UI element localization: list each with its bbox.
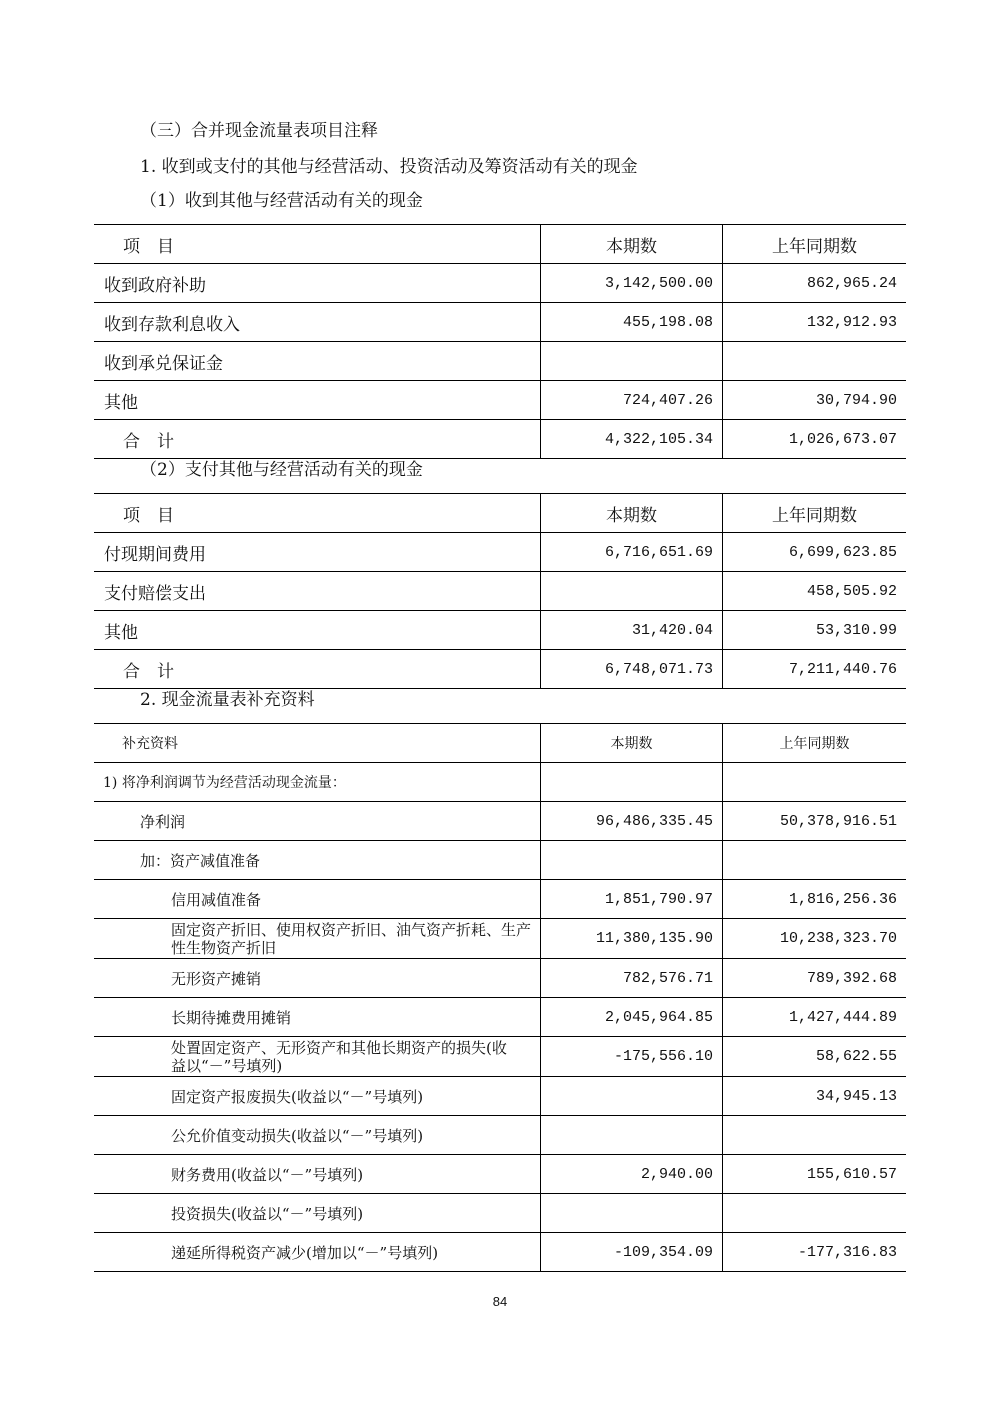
table-row — [94, 1116, 906, 1155]
row-label: 公允价值变动损失(收益以“－”号填列) — [171, 1126, 424, 1145]
table-row — [94, 919, 906, 959]
total-label-cell — [94, 420, 541, 458]
prior-cell — [723, 1194, 906, 1232]
row-label: 信用减值准备 — [171, 890, 262, 909]
table-row — [94, 802, 906, 841]
prior-cell — [723, 919, 906, 958]
header-prior-label: 上年同期数 — [772, 236, 857, 257]
prior-period-value: 6,699,623.85 — [788, 543, 897, 561]
row-label-cell — [94, 1077, 541, 1115]
current-cell — [541, 1233, 723, 1271]
current-period-value: 782,576.71 — [622, 969, 713, 987]
prior-cell — [723, 381, 906, 419]
current-cell — [541, 802, 723, 840]
header-current-label: 本期数 — [606, 236, 657, 257]
row-label: 收到政府补助 — [104, 275, 206, 296]
prior-cell — [723, 1233, 906, 1271]
header-item-label: 项 目 — [123, 505, 174, 526]
total-current-value: 6,748,071.73 — [604, 660, 713, 678]
current-cell — [541, 342, 723, 380]
prior-cell — [723, 264, 906, 302]
prior-period-value: 1,427,444.89 — [788, 1008, 897, 1026]
prior-cell — [723, 998, 906, 1036]
header-current-label: 本期数 — [606, 505, 657, 526]
current-period-value: 11,380,135.90 — [595, 930, 713, 947]
current-cell — [541, 611, 723, 649]
row-label: 投资损失(收益以“－”号填列) — [171, 1204, 364, 1223]
prior-cell — [723, 1116, 906, 1154]
prior-cell — [723, 880, 906, 918]
total-prior-cell — [723, 650, 906, 688]
prior-period-value: 789,392.68 — [806, 969, 897, 987]
prior-period-value: 50,378,916.51 — [779, 812, 897, 830]
table-row — [94, 381, 906, 420]
table-row — [94, 342, 906, 381]
current-cell — [541, 841, 723, 879]
current-period-value: -109,354.09 — [613, 1243, 713, 1261]
table-row — [94, 880, 906, 919]
row-label: 无形资产摊销 — [171, 969, 262, 988]
prior-period-value: 58,622.55 — [815, 1048, 897, 1065]
row-label-cell — [94, 1116, 541, 1154]
current-cell — [541, 763, 723, 801]
prior-period-value: 34,945.13 — [815, 1087, 897, 1105]
total-prior-cell — [723, 420, 906, 458]
current-period-value: 1,851,790.97 — [604, 890, 713, 908]
current-cell — [541, 1194, 723, 1232]
page-number: 84 — [492, 1294, 508, 1309]
header-prior-label: 上年同期数 — [772, 505, 857, 526]
current-cell — [541, 1077, 723, 1115]
total-prior-value: 7,211,440.76 — [788, 660, 897, 678]
table-row — [94, 303, 906, 342]
header-current — [541, 724, 723, 762]
item1-heading: 1. 收到或支付的其他与经营活动、投资活动及筹资活动有关的现金 — [140, 157, 638, 177]
table-row — [94, 998, 906, 1037]
current-cell — [541, 381, 723, 419]
current-period-value: 31,420.04 — [631, 621, 713, 639]
row-label: 递延所得税资产减少(增加以“－”号填列) — [171, 1243, 439, 1262]
row-label-cell — [94, 919, 541, 958]
row-label: 长期待摊费用摊销 — [171, 1008, 292, 1027]
table-row — [94, 1233, 906, 1272]
row-label-cell — [94, 303, 541, 341]
row-label-cell — [94, 1194, 541, 1232]
prior-cell — [723, 572, 906, 610]
row-label: 收到存款利息收入 — [104, 314, 240, 335]
row-label-cell — [94, 1233, 541, 1271]
header-item — [94, 494, 541, 532]
prior-period-value: -177,316.83 — [797, 1243, 897, 1261]
current-cell — [541, 919, 723, 958]
total-label-cell — [94, 650, 541, 688]
current-cell — [541, 1155, 723, 1193]
table2-caption: （2）支付其他与经营活动有关的现金 — [140, 460, 423, 480]
row-label: 净利润 — [140, 812, 186, 831]
current-period-value: 3,142,500.00 — [604, 274, 713, 292]
table-row — [94, 1194, 906, 1233]
header-item-label: 补充资料 — [122, 736, 178, 752]
prior-cell — [723, 342, 906, 380]
row-label-cell — [94, 998, 541, 1036]
table-row — [94, 1037, 906, 1077]
current-cell — [541, 533, 723, 571]
current-period-value: 2,940.00 — [640, 1165, 713, 1183]
prior-period-value: 1,816,256.36 — [788, 890, 897, 908]
prior-cell — [723, 1077, 906, 1115]
table-cash-flow-supplement — [94, 723, 906, 1272]
header-prior-label: 上年同期数 — [779, 736, 850, 752]
row-label: 固定资产报废损失(收益以“－”号填列) — [171, 1087, 424, 1106]
row-label-cell — [94, 572, 541, 610]
row-label-cell — [94, 381, 541, 419]
row-label-cell — [94, 1155, 541, 1193]
row-label-cell — [94, 533, 541, 571]
current-cell — [541, 264, 723, 302]
table-row — [94, 572, 906, 611]
table-total-row — [94, 420, 906, 459]
table-row — [94, 1077, 906, 1116]
row-label-cell — [94, 264, 541, 302]
row-label-cell — [94, 342, 541, 380]
row-label: 其他 — [104, 622, 138, 643]
table-row — [94, 611, 906, 650]
row-label-cell — [94, 1037, 541, 1076]
current-period-value: 2,045,964.85 — [604, 1008, 713, 1026]
current-cell — [541, 303, 723, 341]
prior-cell — [723, 1037, 906, 1076]
prior-cell — [723, 763, 906, 801]
current-period-value: 455,198.08 — [622, 313, 713, 331]
header-item — [94, 225, 541, 263]
row-label: 收到承兑保证金 — [104, 353, 223, 374]
current-period-value: 724,407.26 — [622, 391, 713, 409]
table-row — [94, 1155, 906, 1194]
row-label: 财务费用(收益以“－”号填列) — [171, 1165, 364, 1184]
row-label-cell — [94, 763, 541, 801]
prior-cell — [723, 959, 906, 997]
prior-cell — [723, 802, 906, 840]
row-label: 付现期间费用 — [104, 544, 206, 565]
prior-period-value: 132,912.93 — [806, 313, 897, 331]
table-other-operating-receipts — [94, 224, 906, 459]
section-heading: （三）合并现金流量表项目注释 — [140, 121, 378, 141]
current-cell — [541, 998, 723, 1036]
row-label: 固定资产折旧、使用权资产折旧、油气资产折耗、生产 性生物资产折旧 — [171, 920, 532, 957]
total-label: 合 计 — [123, 431, 174, 452]
prior-cell — [723, 841, 906, 879]
header-prior — [723, 494, 906, 532]
header-current — [541, 494, 723, 532]
header-item-label: 项 目 — [123, 236, 174, 257]
table-header-row — [94, 494, 906, 533]
table-row — [94, 763, 906, 802]
table-row — [94, 959, 906, 998]
table-row — [94, 841, 906, 880]
total-current-cell — [541, 420, 723, 458]
total-label: 合 计 — [123, 661, 174, 682]
table-header-row — [94, 225, 906, 264]
row-label-cell — [94, 611, 541, 649]
row-label: 其他 — [104, 392, 138, 413]
prior-cell — [723, 611, 906, 649]
row-label-cell — [94, 880, 541, 918]
current-period-value: 96,486,335.45 — [595, 812, 713, 830]
prior-period-value: 10,238,323.70 — [779, 930, 897, 947]
prior-period-value: 458,505.92 — [806, 582, 897, 600]
current-cell — [541, 880, 723, 918]
row-label-cell — [94, 841, 541, 879]
prior-cell — [723, 1155, 906, 1193]
table-total-row — [94, 650, 906, 689]
current-period-value: -175,556.10 — [613, 1048, 713, 1065]
total-current-cell — [541, 650, 723, 688]
table-row — [94, 533, 906, 572]
row-label: 支付赔偿支出 — [104, 583, 206, 604]
prior-cell — [723, 533, 906, 571]
prior-period-value: 862,965.24 — [806, 274, 897, 292]
row-label: 加：资产减值准备 — [140, 851, 261, 870]
row-label-cell — [94, 959, 541, 997]
total-current-value: 4,322,105.34 — [604, 430, 713, 448]
prior-cell — [723, 303, 906, 341]
prior-period-value: 155,610.57 — [806, 1165, 897, 1183]
header-current — [541, 225, 723, 263]
item2-heading: 2. 现金流量表补充资料 — [140, 690, 315, 710]
table1-caption: （1）收到其他与经营活动有关的现金 — [140, 191, 423, 211]
header-prior — [723, 724, 906, 762]
header-prior — [723, 225, 906, 263]
header-current-label: 本期数 — [610, 736, 653, 752]
header-item — [94, 724, 541, 762]
row-label-cell — [94, 802, 541, 840]
prior-period-value: 53,310.99 — [815, 621, 897, 639]
table-other-operating-payments — [94, 493, 906, 689]
current-period-value: 6,716,651.69 — [604, 543, 713, 561]
current-cell — [541, 572, 723, 610]
prior-period-value: 30,794.90 — [815, 391, 897, 409]
current-cell — [541, 1037, 723, 1076]
current-cell — [541, 959, 723, 997]
current-cell — [541, 1116, 723, 1154]
table-header-row — [94, 724, 906, 763]
table-row — [94, 264, 906, 303]
total-prior-value: 1,026,673.07 — [788, 430, 897, 448]
row-label: 1) 将净利润调节为经营活动现金流量： — [103, 775, 346, 791]
row-label: 处置固定资产、无形资产和其他长期资产的损失(收 益以“－”号填列) — [171, 1038, 507, 1075]
